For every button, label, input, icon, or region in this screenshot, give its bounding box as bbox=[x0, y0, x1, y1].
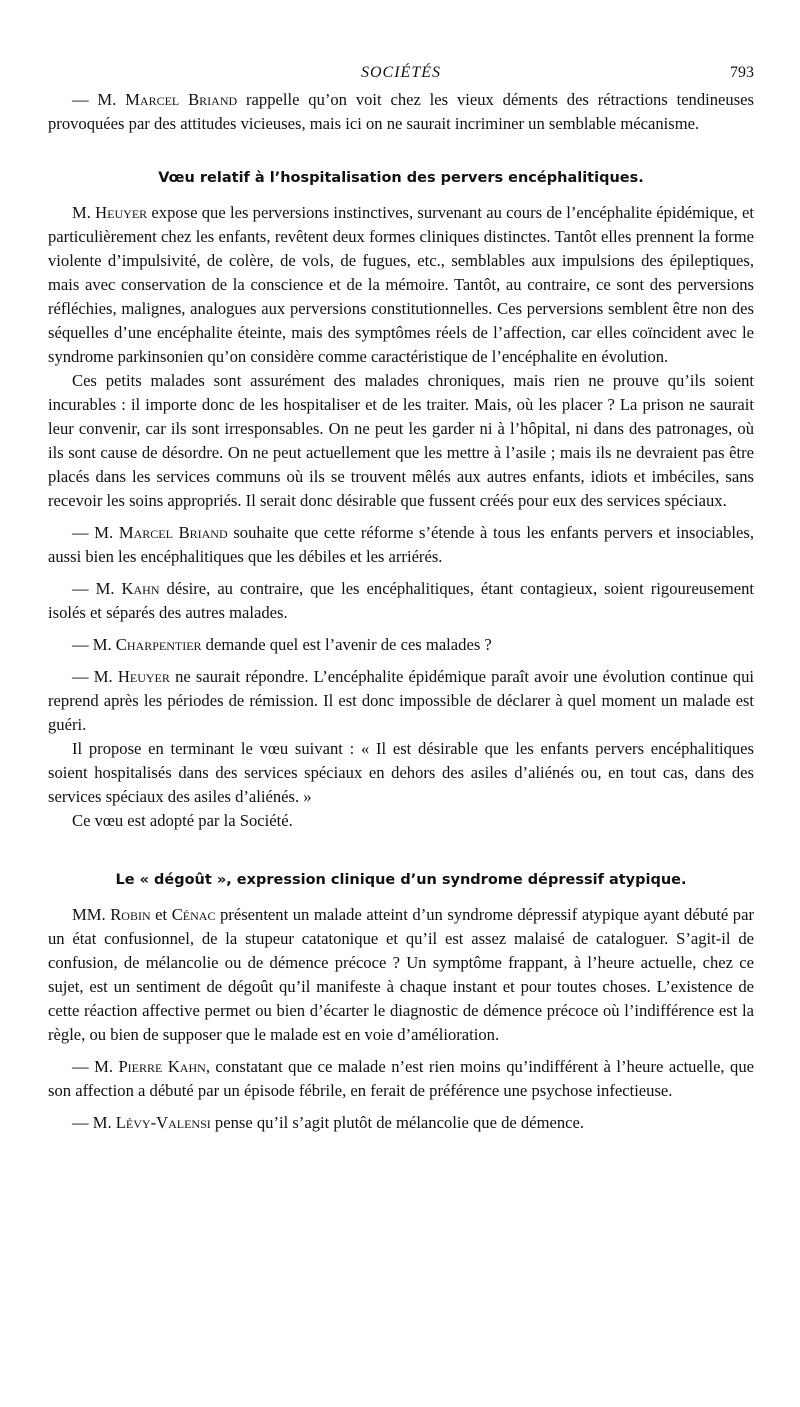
prefix: — M. bbox=[72, 579, 122, 598]
paragraph bbox=[48, 201, 754, 369]
speaker-name: Heuyer bbox=[95, 203, 148, 222]
paragraph-text: pense qu’il s’agit plutôt de mélancolie que de démence. bbox=[210, 1113, 585, 1132]
running-header bbox=[48, 60, 754, 88]
paragraph bbox=[48, 633, 754, 657]
prefix: MM. bbox=[72, 905, 111, 924]
section-heading-degout: Le « dégoût », expression clinique d’un syndrome dépressif atypique. bbox=[115, 872, 687, 888]
paragraph-text: Ce vœu est adopté par la Société. bbox=[72, 811, 293, 830]
page-number: 793 bbox=[730, 64, 754, 81]
paragraph bbox=[48, 369, 754, 513]
prefix: — M. bbox=[72, 1057, 119, 1076]
speaker-name: Marcel Briand bbox=[125, 90, 238, 109]
speaker-name: Lévy-Valensi bbox=[115, 1113, 211, 1132]
speaker-name: Marcel Briand bbox=[118, 523, 228, 542]
paragraph bbox=[48, 577, 754, 625]
paragraph bbox=[48, 737, 754, 809]
paragraph-text: ne saurait répondre. L’encéphalite épidémique paraît avoir une évolution continue qui reprend après les périodes de rémission. Il est donc impossible de déclarer à quel moment un malade est guéri. bbox=[48, 667, 754, 734]
prefix: — M. bbox=[72, 635, 116, 654]
prefix: — M. bbox=[72, 667, 118, 686]
paragraph-text: expose que les perversions instinctives, survenant au cours de l’encéphalite épidémique, et particulièrement chez les enfants, revêtent deux formes cliniques distinctes. Tantôt elles prennent la forme violente d’impulsivité, de colère, de vols, de fugues, etc., semblables aux impulsions des épileptiques, mais avec conservation de la conscience et de la mémoire. Tantôt, au contraire, ce sont des perversions réfléchies, malignes, analogues aux perversions constitutionnelles. Ces perversions semblent être non des séquelles d’une encéphalite éteinte, mais des symptômes réels de l’affection, car elles coïncident avec le syndrome parkinsonien qu’on considère comme caractéristique de l’encéphalite en évolution. bbox=[48, 203, 754, 366]
paragraph-text: Il propose en terminant le vœu suivant : « Il est désirable que les enfants pervers encéphalitiques soient hospitalisés dans des services spéciaux en dehors des asiles d’aliénés ou, en tout cas, dans des services spéciaux des asiles d’aliénés. » bbox=[48, 739, 754, 806]
paragraph-text: souhaite que cette réforme s’étende à tous les enfants pervers et insociables, aussi bien les encéphalitiques que les débiles et les arriérés. bbox=[48, 523, 755, 566]
speaker-name: Kahn bbox=[121, 579, 160, 598]
paragraph-text: désire, au contraire, que les encéphalitiques, étant contagieux, soient rigoureusement isolés et séparés des autres malades. bbox=[48, 579, 754, 622]
prefix: — M. bbox=[72, 1113, 116, 1132]
speaker-name: Pierre Kahn bbox=[118, 1057, 206, 1076]
paragraph bbox=[48, 1055, 754, 1103]
page bbox=[48, 60, 754, 1135]
paragraph bbox=[48, 665, 754, 737]
paragraph bbox=[48, 1111, 754, 1135]
conjunction: et bbox=[150, 905, 172, 924]
speaker-name: Heuyer bbox=[117, 667, 170, 686]
running-title: SOCIÉTÉS bbox=[361, 64, 441, 81]
speaker-name: Cénac bbox=[171, 905, 216, 924]
dash-prefix: — M. bbox=[72, 90, 126, 109]
speaker-name: Charpentier bbox=[115, 635, 202, 654]
intro-paragraph bbox=[48, 88, 754, 136]
speaker-name: Robin bbox=[110, 905, 151, 924]
paragraph-text: , constatant que ce malade n’est rien moins qu’indifférent à l’heure actuelle, que son affection a débuté par un épisode fébrile, en ferait de préférence une psychose infectieuse. bbox=[48, 1057, 755, 1100]
prefix: M. bbox=[72, 203, 96, 222]
prefix: — M. bbox=[72, 523, 119, 542]
paragraph bbox=[48, 521, 754, 569]
section-heading-voeu: Vœu relatif à l’hospitalisation des pervers encéphalitiques. bbox=[158, 170, 644, 186]
paragraph-text: demande quel est l’avenir de ces malades ? bbox=[201, 635, 492, 654]
paragraph bbox=[48, 809, 754, 833]
paragraph-text: présentent un malade atteint d’un syndrome dépressif atypique ayant débuté par un état confusionnel, de la stupeur catatonique et qu’il est assez malaisé de cataloguer. S’agit-il de confusion, de mélancolie ou de démence précoce ? Un symptôme frappant, à l’heure actuelle, chez ce sujet, est un sentiment de dégoût qu’il manifeste à chaque instant et pour toutes choses. L’existence de cette réaction affective permet ou bien d’écarter le diagnostic de démence précoce où l’indifférence est la règle, ou bien de supposer que le malade est en voie d’amélioration. bbox=[48, 905, 754, 1044]
paragraph-text: rappelle qu’on voit chez les vieux déments des rétractions tendineuses provoquées par des attitudes vicieuses, mais ici on ne saurait incriminer un semblable mécanisme. bbox=[48, 90, 755, 133]
paragraph bbox=[48, 903, 754, 1047]
paragraph-text: Ces petits malades sont assurément des malades chroniques, mais rien ne prouve qu’ils soient incurables : il importe donc de les hospitaliser et de les traiter. Mais, où les placer ? La prison ne saurait leur convenir, car ils sont irresponsables. On ne peut les garder ni à l’hôpital, ni dans des patronages, où ils sont cause de désordre. On ne peut actuellement que les mettre à l’asile ; mais ils ne devraient pas être placés dans les services communs où ils se trouvent mêlés aux autres enfants, idiots et imbéciles, sans recevoir les soins appropriés. Il serait donc désirable que fussent créés pour eux des services spéciaux. bbox=[48, 371, 754, 510]
